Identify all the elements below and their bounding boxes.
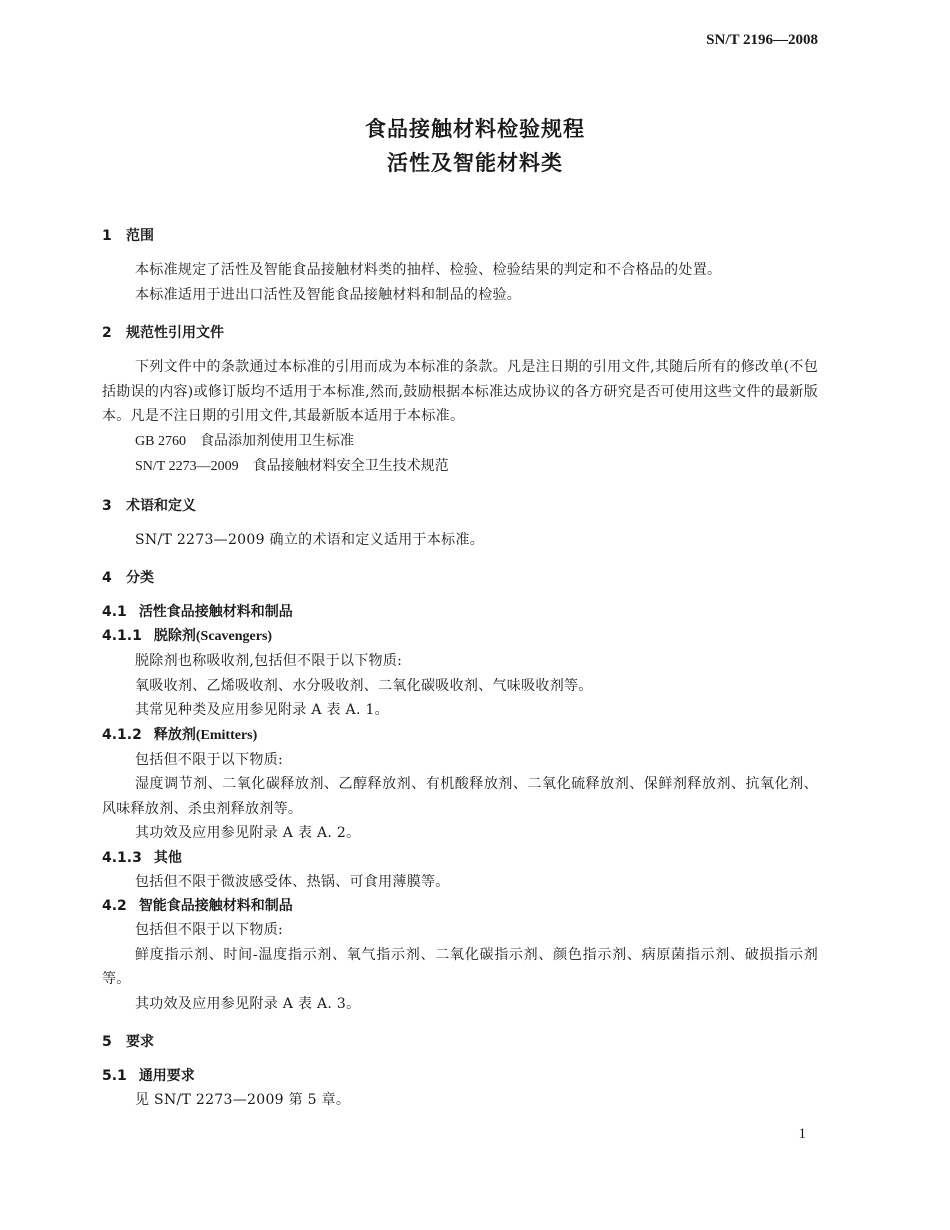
subsection-english-title: (Scavengers): [195, 629, 273, 644]
paragraph: 本标准适用于进出口活性及智能食品接触材料和制品的检验。: [135, 286, 522, 303]
paragraph: 鲜度指示剂、时间-温度指示剂、氧气指示剂、二氧化碳指示剂、颜色指示剂、病原菌指示剂、破损指示剂等。: [102, 946, 818, 987]
paragraph: 其功效及应用参见附录 A 表 A. 3。: [135, 995, 361, 1012]
paragraph: 本标准规定了活性及智能食品接触材料类的抽样、检验、检验结果的判定和不合格品的处置。: [135, 262, 722, 278]
reference-code: SN/T 2273—2009: [135, 459, 239, 474]
paragraph: 其功效及应用参见附录 A 表 A. 2。: [135, 825, 361, 841]
subsection-4-1-2-heading: [102, 723, 818, 748]
subsection-number: 4.1: [102, 604, 127, 620]
subsection-title: 释放剂: [153, 726, 196, 743]
paragraph: 包括但不限于以下物质:: [135, 751, 284, 768]
section-5-heading: [102, 1030, 818, 1054]
page-number: 1: [798, 1126, 806, 1142]
document-title: [0, 112, 950, 180]
section-number: 4: [102, 570, 112, 586]
subsection-title: 智能食品接触材料和制品: [138, 898, 293, 914]
paragraph: 包括但不限于微波感受体、热锅、可食用薄膜等。: [135, 873, 450, 890]
section-number: 5: [102, 1034, 112, 1050]
subsection-number: 5.1: [102, 1068, 127, 1084]
section-number: 1: [102, 228, 112, 244]
paragraph: 包括但不限于以下物质:: [135, 922, 284, 938]
section-title: 术语和定义: [126, 497, 196, 514]
reference-title: 食品添加剂使用卫生标准: [199, 432, 354, 449]
section-title: 规范性引用文件: [126, 325, 224, 341]
paragraph: 下列文件中的条款通过本标准的引用而成为本标准的条款。凡是注日期的引用文件,其随后所有的修改单(不包括勘误的内容)或修订版均不适用于本标准,然而,鼓励根据本标准达成协议的各方研究是否可使用这些文件的最新版本。凡是不注日期的引用文件,其最新版本适用于本标准。: [102, 359, 818, 424]
standard-code: SN/T 2196—2008: [706, 32, 818, 48]
section-3-heading: [102, 494, 818, 518]
subsection-title: 通用要求: [138, 1068, 195, 1084]
subsection-number: 4.2: [102, 898, 127, 914]
subsection-title: 活性食品接触材料和制品: [138, 604, 293, 620]
subsection-title: 其他: [153, 849, 182, 866]
section-number: 3: [102, 497, 112, 514]
section-2-heading: [102, 321, 818, 345]
subsection-4-1-1-heading: [102, 624, 818, 649]
subsection-number: 4.1.2: [102, 726, 142, 743]
title-line-2: 活性及智能材料类: [387, 151, 563, 175]
section-number: 2: [102, 325, 112, 341]
subsection-number: 4.1.3: [102, 849, 142, 866]
reference-code: GB 2760: [135, 433, 186, 449]
paragraph: 见 SN/T 2273—2009 第 5 章。: [135, 1092, 351, 1108]
subsection-5-1-heading: [102, 1064, 818, 1088]
paragraph: SN/T 2273—2009 确立的术语和定义适用于本标准。: [135, 531, 485, 548]
paragraph: 湿度调节剂、二氧化碳释放剂、乙醇释放剂、有机酸释放剂、二氧化硫释放剂、保鲜剂释放剂、抗氧化剂、风味释放剂、杀虫剂释放剂等。: [102, 776, 818, 817]
section-title: 范围: [126, 228, 154, 244]
paragraph: 氧吸收剂、乙烯吸收剂、水分吸收剂、二氧化碳吸收剂、气味吸收剂等。: [135, 677, 593, 694]
subsection-title: 脱除剂: [153, 628, 196, 644]
subsection-english-title: (Emitters): [195, 727, 258, 743]
subsection-4-1-3-heading: [102, 846, 818, 870]
section-title: 分类: [126, 570, 154, 586]
reference-item: [102, 454, 818, 480]
subsection-number: 4.1.1: [102, 628, 142, 644]
subsection-4-1-heading: [102, 600, 818, 624]
paragraph: 其常见种类及应用参见附录 A 表 A. 1。: [135, 702, 389, 718]
reference-item: [102, 429, 818, 455]
document-body: [102, 224, 818, 1113]
title-line-1: 食品接触材料检验规程: [365, 117, 585, 141]
section-4-heading: [102, 566, 818, 590]
paragraph: 脱除剂也称吸收剂,包括但不限于以下物质:: [135, 653, 403, 669]
reference-title: 食品接触材料安全卫生技术规范: [252, 458, 449, 474]
section-1-heading: [102, 224, 818, 248]
section-title: 要求: [126, 1034, 154, 1050]
subsection-4-2-heading: [102, 894, 818, 918]
